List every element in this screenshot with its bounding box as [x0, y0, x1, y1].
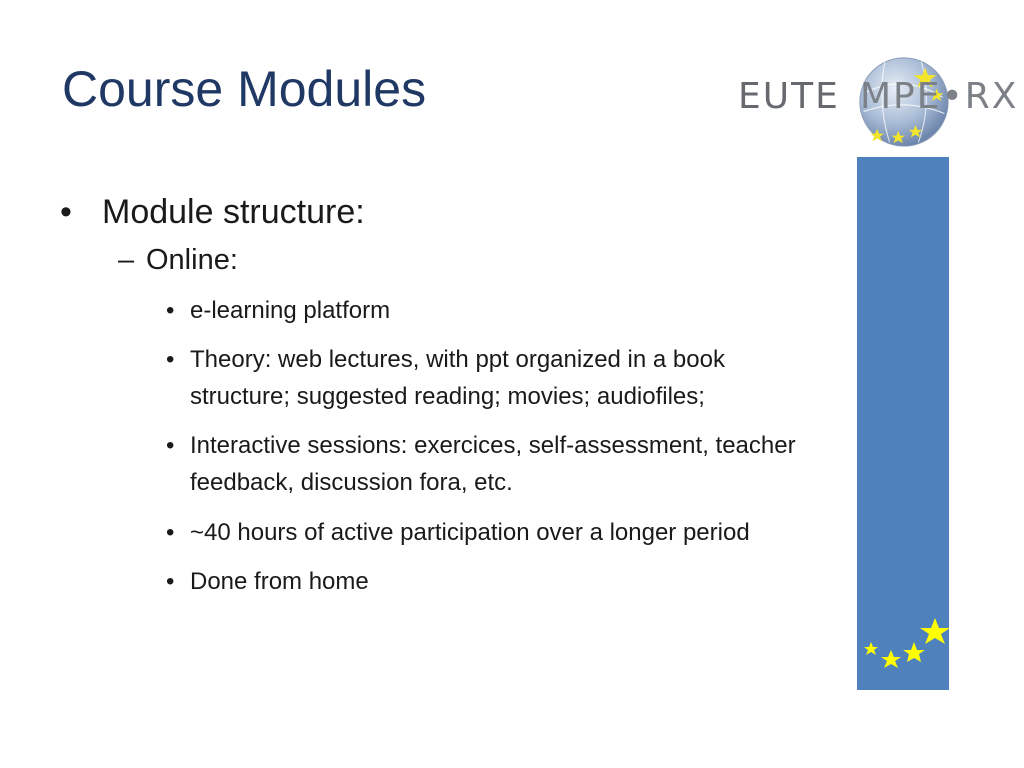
sub-bullet-home — [60, 563, 830, 600]
bullet-text: Done from home — [190, 567, 369, 595]
sub-bullet-theory — [60, 341, 830, 415]
bullet-text: Online: — [146, 243, 238, 276]
logo-text-left: EUTE — [738, 76, 840, 117]
bullet-text: e-learning platform — [190, 296, 391, 324]
bullet-marker: • — [166, 518, 175, 546]
bullet-text: Interactive sessions: exercices, self-assessment, teacher feedback, discussion fora, etc. — [190, 432, 796, 497]
bullet-text: Module structure: — [102, 193, 365, 231]
eutempe-rx-logo — [738, 44, 1024, 152]
bullet-marker: • — [166, 567, 175, 595]
yellow-stars-icon — [857, 612, 957, 682]
bullet-content — [60, 192, 850, 612]
sub-bullet-hours — [60, 514, 830, 551]
bullet-online — [60, 243, 850, 278]
bullet-text: Theory: web lectures, with ppt organized in a book structure; suggested reading; movies; audiofiles; — [190, 345, 725, 410]
bullet-marker: • — [60, 193, 72, 231]
dash-marker: – — [118, 243, 135, 276]
bullet-text: ~40 hours of active participation over a longer period — [190, 518, 750, 546]
logo-text-right: MPE•RX — [860, 76, 1019, 117]
bullet-module-structure — [60, 192, 850, 233]
slide-title: Course Modules — [62, 61, 427, 117]
sub-bullet-interactive — [60, 427, 830, 501]
bullet-marker: • — [166, 345, 175, 373]
blue-side-bar — [857, 157, 949, 690]
bullet-marker: • — [166, 296, 175, 324]
sub-bullet-elearning — [60, 292, 830, 329]
bullet-marker: • — [166, 432, 175, 460]
